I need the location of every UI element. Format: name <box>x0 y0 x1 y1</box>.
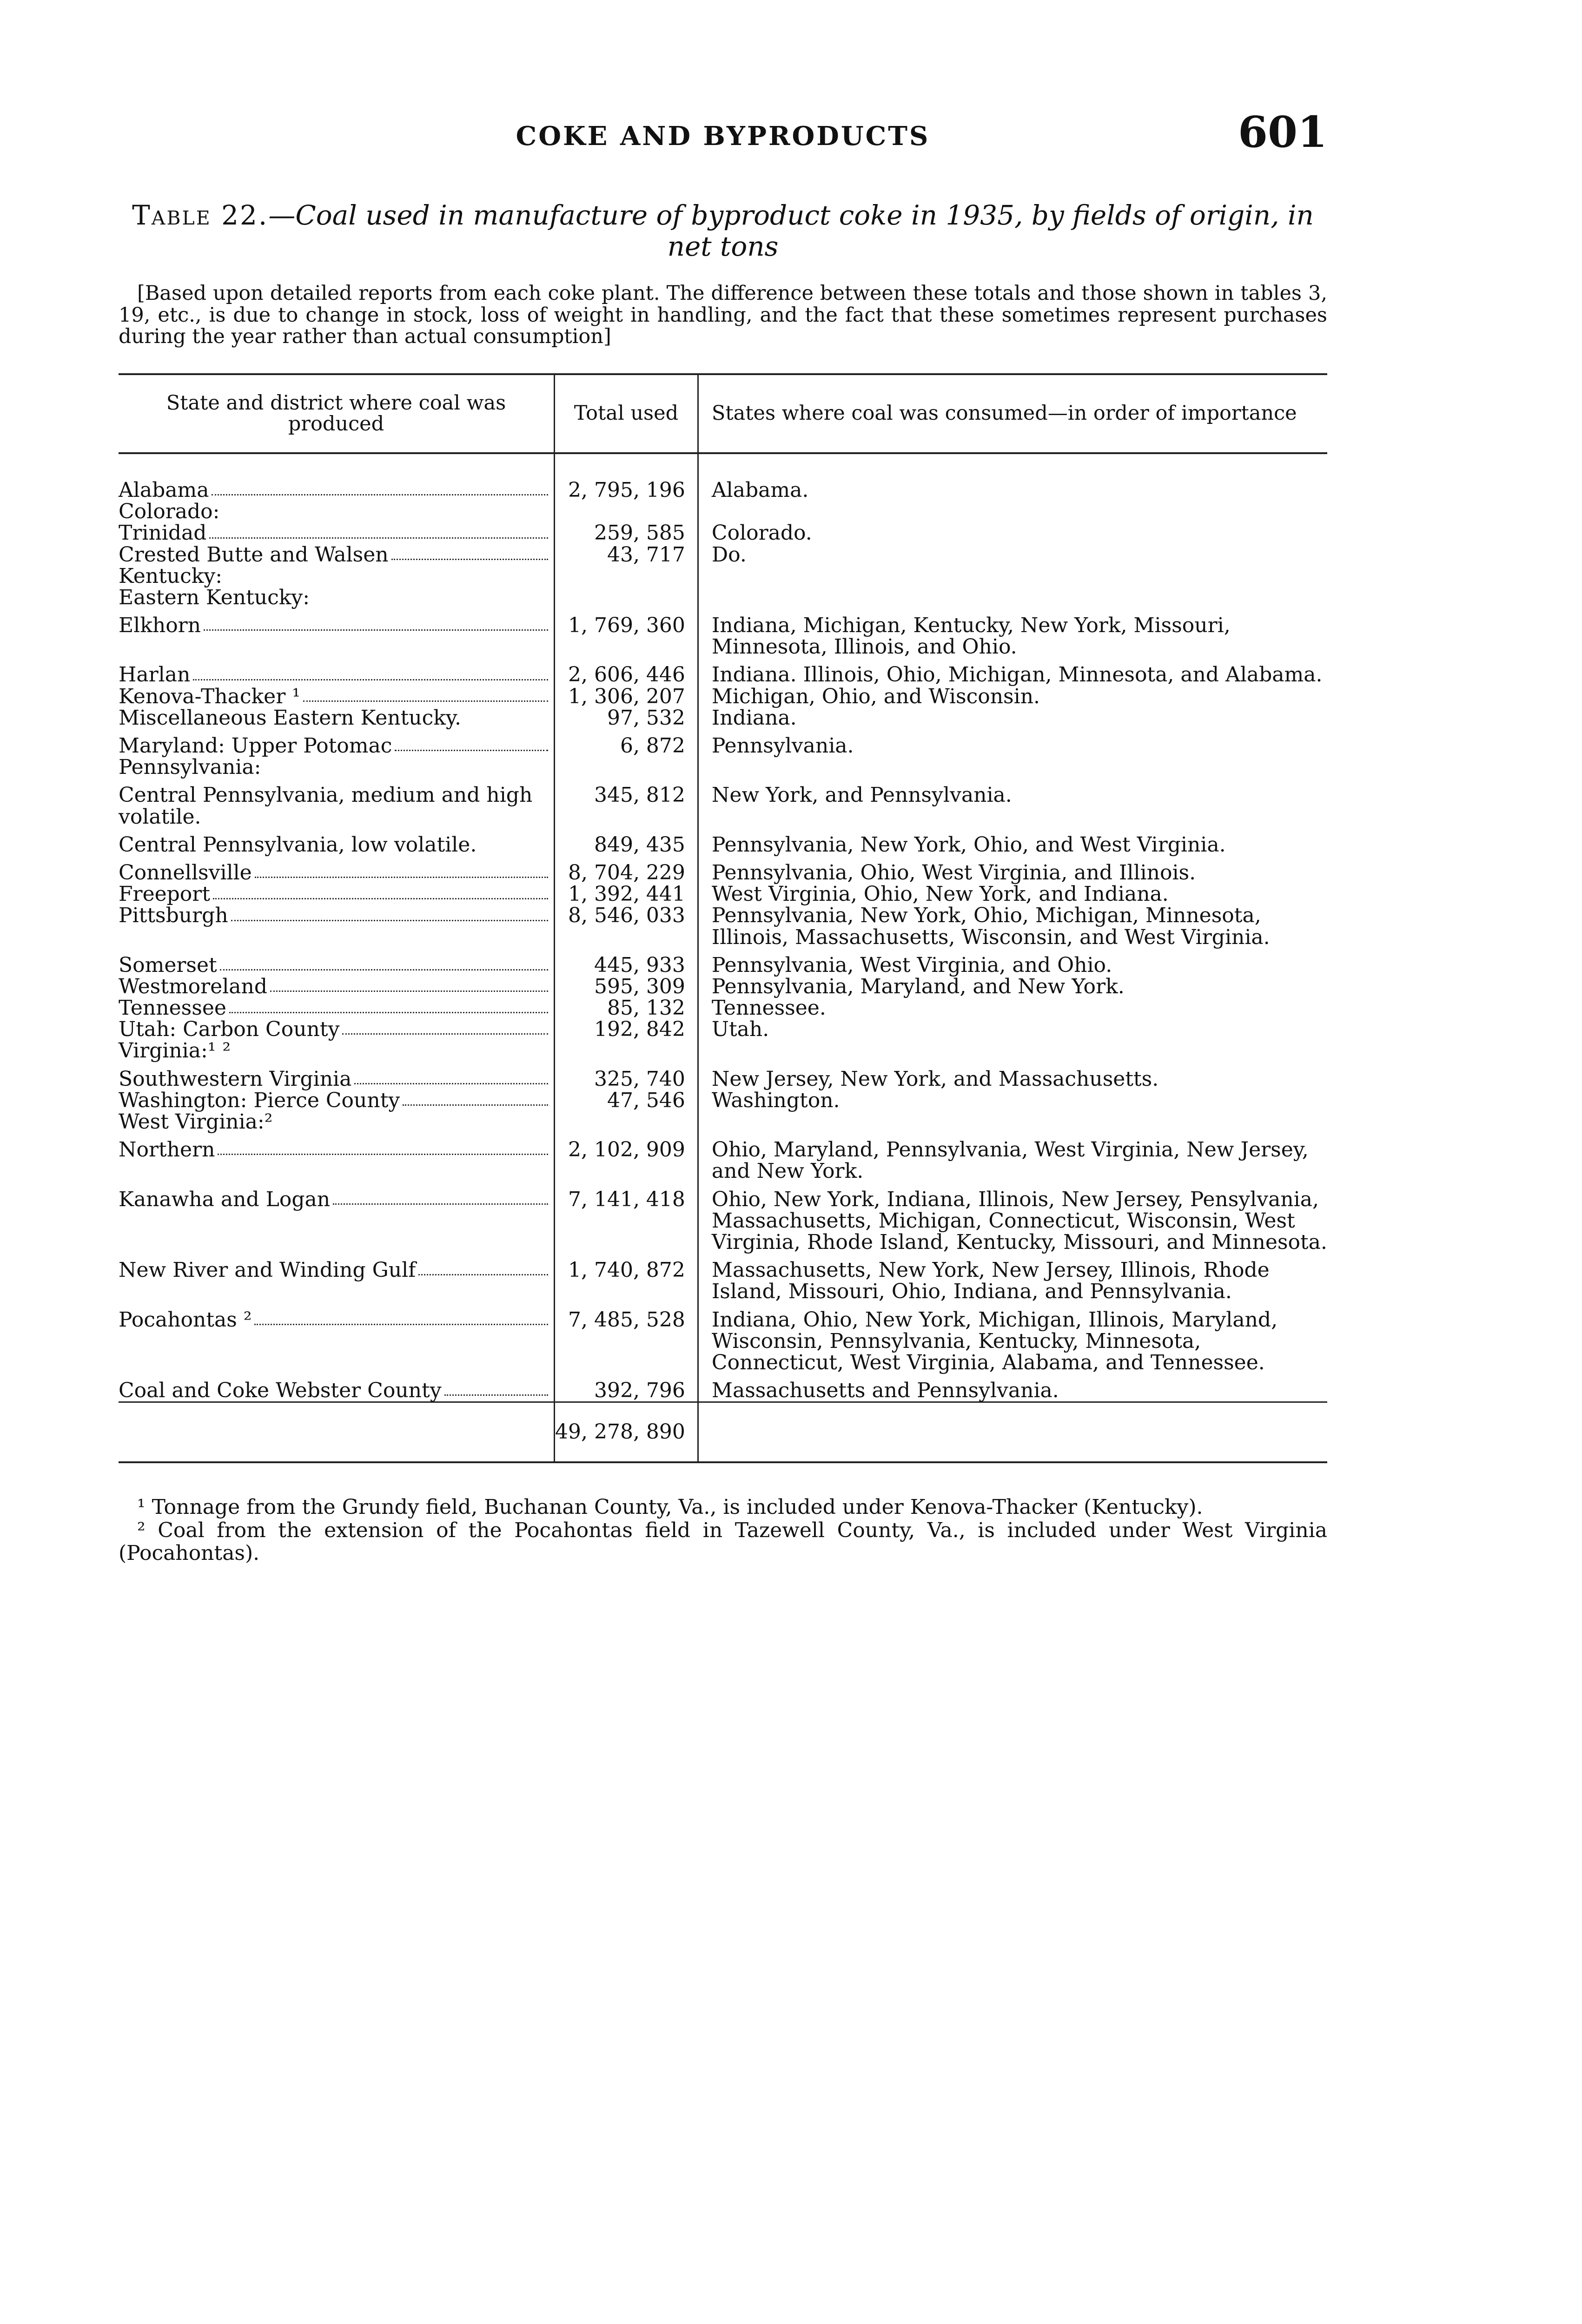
cell-consumed: Indiana, Ohio, New York, Michigan, Illinois, Maryland, Wisconsin, Pennsylvania, Kentucky, Minnesota, Connecticut, West Virginia, Alabama, and Tennessee. <box>711 1307 1278 1374</box>
origin-label: Trinidad <box>119 521 207 545</box>
cell-consumed: Indiana, Michigan, Kentucky, New York, Missouri, Minnesota, Illinois, and Ohio. <box>711 614 1231 659</box>
cell-consumed: Massachusetts, New York, New Jersey, Illinois, Rhode Island, Missouri, Ohio, Indiana, and Pennsylvania. <box>711 1258 1270 1304</box>
cell-consumed: New York, and Pennsylvania. <box>711 783 1012 807</box>
cell-total: 47, 546 <box>555 1090 698 1111</box>
origin-label: Coal and Coke Webster County <box>119 1379 442 1403</box>
cell-total <box>555 1040 698 1062</box>
table-row <box>119 729 1327 757</box>
cell-consumed <box>698 1111 1327 1133</box>
dot-leader <box>255 862 548 878</box>
cell-origin <box>119 729 555 757</box>
cell-origin <box>119 608 555 658</box>
origin-label: Eastern Kentucky: <box>119 585 310 609</box>
page-number: 601 <box>1238 107 1327 157</box>
table-row <box>119 501 1327 522</box>
cell-consumed <box>698 587 1327 608</box>
cell-consumed: New Jersey, New York, and Massachusetts. <box>711 1067 1159 1091</box>
origin-label: Tennessee <box>119 996 226 1020</box>
cell-total: 392, 796 <box>555 1373 698 1402</box>
origin-label: New River and Winding Gulf <box>119 1258 416 1282</box>
cell-empty <box>119 1402 555 1463</box>
header-origin: State and district where coal was produced <box>119 374 555 453</box>
cell-total: 6, 872 <box>555 729 698 757</box>
table-row <box>119 608 1327 658</box>
origin-label: Central Pennsylvania, medium and high volatile. <box>119 783 533 829</box>
cell-consumed: Ohio, Maryland, Pennsylvania, West Virginia, New Jersey, and New York. <box>711 1138 1309 1183</box>
cell-origin <box>119 1182 555 1254</box>
cell-origin <box>119 757 555 778</box>
cell-origin <box>119 884 555 905</box>
cell-total <box>555 566 698 587</box>
running-head-title: COKE AND BYPRODUCTS <box>516 121 930 152</box>
table-row <box>119 948 1327 976</box>
cell-total: 192, 842 <box>555 1019 698 1040</box>
origin-label: Central Pennsylvania, low volatile. <box>119 832 477 857</box>
cell-total: 345, 812 <box>555 778 698 827</box>
table-headnote: [Based upon detailed reports from each coke plant. The difference between these totals and those shown in tables 3, 19, etc., is due to change in stock, loss of weight in handling, and the fact that these sometimes represent purchases during the year rather than actual consumption] <box>119 282 1327 349</box>
cell-consumed: Pennsylvania, New York, Ohio, Michigan, Minnesota, Illinois, Massachusetts, Wisconsin, and West Virginia. <box>711 904 1270 949</box>
table-row <box>119 1019 1327 1040</box>
table-row <box>119 587 1327 608</box>
cell-total: 8, 704, 229 <box>555 856 698 884</box>
cell-origin <box>119 658 555 686</box>
cell-consumed <box>698 501 1327 522</box>
cell-total: 2, 102, 909 <box>555 1133 698 1182</box>
table-row <box>119 453 1327 501</box>
dot-leader <box>231 905 548 921</box>
origin-label: Colorado: <box>119 500 220 524</box>
dot-leader <box>403 1090 548 1106</box>
cell-origin <box>119 997 555 1019</box>
cell-empty <box>698 1402 1327 1463</box>
origin-label: Pocahontas ² <box>119 1307 252 1332</box>
origin-label: Crested Butte and Walsen <box>119 542 389 567</box>
table-row <box>119 686 1327 707</box>
cell-origin <box>119 1111 555 1133</box>
cell-origin <box>119 1040 555 1062</box>
cell-consumed: Alabama. <box>711 478 809 502</box>
table-row <box>119 778 1327 827</box>
origin-label: Freeport <box>119 882 211 906</box>
origin-label: Harlan <box>119 663 191 687</box>
cell-total: 259, 585 <box>555 522 698 544</box>
cell-total <box>555 1111 698 1133</box>
cell-consumed: Washington. <box>711 1088 840 1112</box>
table-body <box>119 453 1327 1463</box>
table-row <box>119 658 1327 686</box>
dot-leader <box>354 1069 548 1084</box>
running-head <box>119 107 1327 167</box>
table-row <box>119 976 1327 997</box>
dot-leader <box>254 1309 548 1325</box>
origin-label: West Virginia:² <box>119 1110 273 1134</box>
origin-label: Utah: Carbon County <box>119 1017 340 1042</box>
cell-consumed: Pennsylvania, Ohio, West Virginia, and Illinois. <box>711 860 1196 885</box>
cell-consumed: Ohio, New York, Indiana, Illinois, New Jersey, Pensylvania, Massachusetts, Michigan, Connecticut, Wisconsin, West Virginia, Rhode Island, Kentucky, Missouri, and Minnesota. <box>711 1187 1327 1254</box>
cell-origin <box>119 544 555 566</box>
cell-total: 1, 306, 207 <box>555 686 698 707</box>
origin-label: Kenova-Thacker ¹ <box>119 684 300 708</box>
cell-origin <box>119 856 555 884</box>
header-consumed: States where coal was consumed—in order of importance <box>698 374 1327 453</box>
cell-total: 2, 606, 446 <box>555 658 698 686</box>
table-row <box>119 1373 1327 1402</box>
cell-consumed: West Virginia, Ohio, New York, and Indiana. <box>711 882 1169 906</box>
dot-leader <box>212 480 548 495</box>
table-row <box>119 856 1327 884</box>
table-row <box>119 1040 1327 1062</box>
dot-leader <box>303 686 548 702</box>
cell-total: 1, 392, 441 <box>555 884 698 905</box>
cell-consumed: Colorado. <box>711 521 812 545</box>
dot-leader <box>270 976 548 992</box>
table-row <box>119 522 1327 544</box>
dot-leader <box>395 735 548 751</box>
cell-origin <box>119 976 555 997</box>
cell-consumed: Tennessee. <box>711 996 826 1020</box>
dot-leader <box>220 955 548 971</box>
dot-leader <box>218 1139 548 1155</box>
dot-leader <box>213 884 548 899</box>
cell-total: 595, 309 <box>555 976 698 997</box>
cell-total: 85, 132 <box>555 997 698 1019</box>
origin-label: Pennsylvania: <box>119 755 261 779</box>
cell-total: 8, 546, 033 <box>555 905 698 948</box>
table-row <box>119 1062 1327 1090</box>
cell-total: 2, 795, 196 <box>555 453 698 501</box>
origin-label: Somerset <box>119 953 217 977</box>
cell-consumed <box>698 566 1327 587</box>
cell-consumed <box>698 757 1327 778</box>
table-row <box>119 997 1327 1019</box>
cell-total <box>555 757 698 778</box>
dot-leader <box>204 615 548 631</box>
document-page <box>119 107 1327 1565</box>
origin-label: Northern <box>119 1138 215 1162</box>
cell-origin <box>119 948 555 976</box>
table-row <box>119 1090 1327 1111</box>
origin-label: Southwestern Virginia <box>119 1067 352 1091</box>
cell-consumed: Pennsylvania, New York, Ohio, and West Virginia. <box>711 832 1226 857</box>
table-row <box>119 566 1327 587</box>
cell-origin <box>119 501 555 522</box>
cell-origin <box>119 707 555 729</box>
cell-consumed: Pennsylvania. <box>711 734 854 758</box>
cell-origin <box>119 778 555 827</box>
origin-label: Maryland: Upper Potomac <box>119 734 392 758</box>
origin-label: Virginia:¹ ² <box>119 1039 231 1063</box>
cell-origin <box>119 828 555 856</box>
table-row <box>119 828 1327 856</box>
table-row <box>119 1111 1327 1133</box>
origin-label: Elkhorn <box>119 614 201 638</box>
cell-consumed: Massachusetts and Pennsylvania. <box>711 1379 1059 1403</box>
dot-leader <box>229 997 548 1013</box>
table-row <box>119 757 1327 778</box>
cell-total <box>555 587 698 608</box>
table-header-row <box>119 374 1327 453</box>
cell-consumed <box>698 1040 1327 1062</box>
cell-origin <box>119 587 555 608</box>
table-row <box>119 905 1327 948</box>
cell-origin <box>119 522 555 544</box>
cell-origin <box>119 1373 555 1402</box>
cell-origin <box>119 1062 555 1090</box>
table-row <box>119 1303 1327 1374</box>
dot-leader <box>209 522 548 538</box>
cell-consumed: Indiana. <box>711 706 797 730</box>
cell-origin <box>119 1019 555 1040</box>
cell-total: 97, 532 <box>555 707 698 729</box>
table-row <box>119 1253 1327 1302</box>
cell-total <box>555 501 698 522</box>
cell-origin <box>119 566 555 587</box>
cell-origin <box>119 1253 555 1302</box>
table-caption-label: Table 22. <box>132 199 269 231</box>
cell-origin <box>119 1090 555 1111</box>
cell-total: 1, 740, 872 <box>555 1253 698 1302</box>
footnotes <box>119 1496 1327 1565</box>
cell-consumed: Pennsylvania, West Virginia, and Ohio. <box>711 953 1112 977</box>
dot-leader <box>418 1260 548 1275</box>
cell-origin <box>119 686 555 707</box>
table-row <box>119 1182 1327 1254</box>
cell-total: 325, 740 <box>555 1062 698 1090</box>
origin-label: Westmoreland <box>119 974 268 998</box>
origin-label: Kanawha and Logan <box>119 1187 331 1211</box>
origin-label: Washington: Pierce County <box>119 1088 400 1112</box>
cell-total: 43, 717 <box>555 544 698 566</box>
dot-leader <box>444 1380 548 1396</box>
origin-label: Connellsville <box>119 860 252 885</box>
table-row <box>119 1133 1327 1182</box>
dot-leader <box>391 544 548 560</box>
grand-total-row <box>119 1402 1327 1463</box>
origin-label: Kentucky: <box>119 564 223 588</box>
cell-consumed: Michigan, Ohio, and Wisconsin. <box>711 684 1040 708</box>
cell-total: 7, 485, 528 <box>555 1303 698 1374</box>
dot-leader <box>342 1019 548 1035</box>
cell-origin <box>119 905 555 948</box>
cell-total: 445, 933 <box>555 948 698 976</box>
table-caption <box>119 200 1327 262</box>
cell-total: 1, 769, 360 <box>555 608 698 658</box>
table-row <box>119 884 1327 905</box>
cell-origin <box>119 1133 555 1182</box>
origin-label: Alabama <box>119 478 209 502</box>
table-row <box>119 707 1327 729</box>
cell-consumed: Pennsylvania, Maryland, and New York. <box>711 974 1125 998</box>
grand-total-value: 49, 278, 890 <box>555 1402 698 1463</box>
cell-total: 7, 141, 418 <box>555 1182 698 1254</box>
cell-consumed: Utah. <box>711 1017 769 1042</box>
origin-label: Miscellaneous Eastern Kentucky. <box>119 706 461 730</box>
cell-total: 849, 435 <box>555 828 698 856</box>
footnote-1: ¹ Tonnage from the Grundy field, Buchanan County, Va., is included under Kenova-Thacker (Kentucky). <box>137 1495 1203 1519</box>
coal-table <box>119 373 1327 1464</box>
cell-origin <box>119 453 555 501</box>
dot-leader <box>333 1189 548 1205</box>
table-caption-text: —Coal used in manufacture of byproduct coke in 1935, by fields of origin, in net tons <box>268 199 1314 262</box>
footnote-2: ² Coal from the extension of the Pocahontas field in Tazewell County, Va., is included under West Virginia (Pocahontas). <box>119 1518 1327 1565</box>
cell-origin <box>119 1303 555 1374</box>
table-row <box>119 544 1327 566</box>
origin-label: Pittsburgh <box>119 904 228 928</box>
dot-leader <box>193 664 548 680</box>
header-total: Total used <box>555 374 698 453</box>
cell-consumed: Indiana. Illinois, Ohio, Michigan, Minnesota, and Alabama. <box>711 663 1323 687</box>
cell-consumed: Do. <box>711 542 747 567</box>
